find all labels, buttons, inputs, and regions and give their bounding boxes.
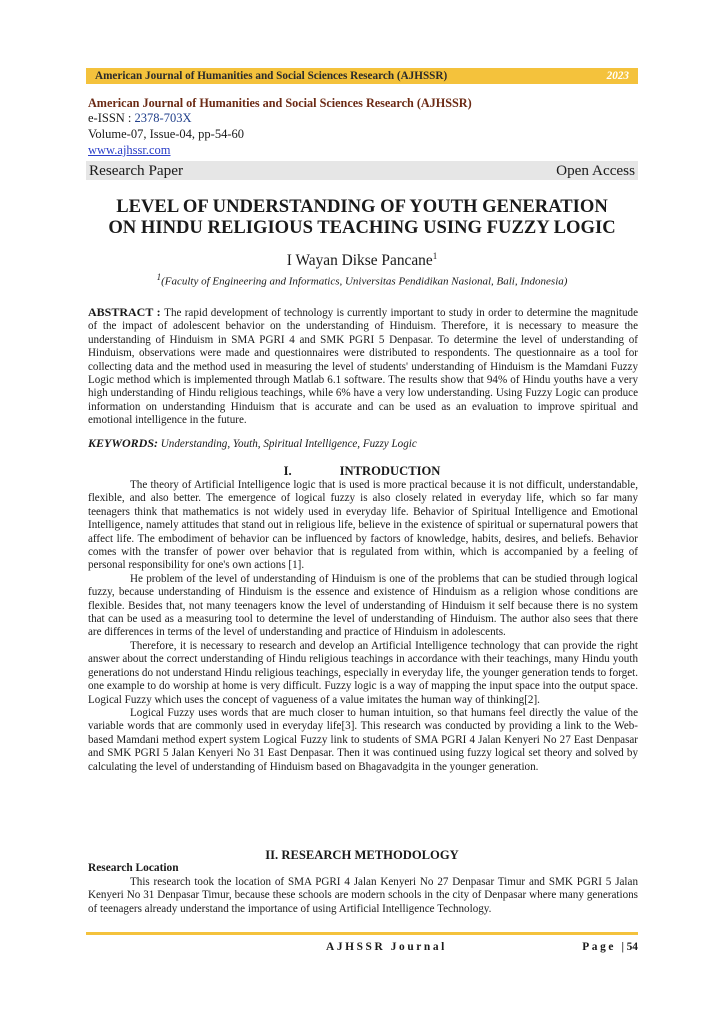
- open-access-label: Open Access: [556, 161, 635, 179]
- intro-paragraph-4: Logical Fuzzy uses words that are much closer to human intuition, so that humans feel directly the value of the variable words that are commonly used in everyday life[3]. This research was conducted by providing a link to the Web-based Mamdani method expert system Logical Fuzzy link to students of SMA PGRI 4 Jalan Kenyeri No 27 East Denpasar and SMK PGRI 5 Jalan Kenyeri No 31 East Denpasar. Then it was continued using fuzzy logical set theory and solved by calculating the level of understanding of Hinduism based on Bhagavadgita in the younger generation.: [88, 706, 638, 773]
- issn-label: e-ISSN :: [88, 111, 135, 125]
- intro-paragraph-2: He problem of the level of understanding of Hinduism is one of the problems that can be studied through logical fuzzy, because understanding of Hinduism is the essence and existence of Hinduism as a religion whose conditions are flexible. Besides that, not many teenagers know the level of understanding of Hinduism it self because there is no system that can be used as a measuring tool to determine the level of understanding of Hinduism. The author also sees that there are differences in terms of the level of understanding and practice of Hinduism in adolescents.: [88, 572, 638, 639]
- abstract-text: The rapid development of technology is currently important to study in order to determine the magnitude of the impact of adolescent behavior on the understanding of Hinduism. Therefore, it is necessary to measure the understanding of Hinduism in SMA PGRI 4 and SMK PGRI 5 Denpasar. To determine the level of understanding of Hinduism, observations were made and questionnaires were distributed to respondents. The questionnaire as a tool for collecting data and the method used in measuring the level of students' understanding of Hinduism is the Mamdani Fuzzy Logic method which is implemented through Matlab 6.1 software. The results show that 94% of Hindu youths have a very high understanding of Hindu religious teachings, while 6% have a very low understanding. Using Fuzzy Logic can produce information on understanding Hinduism that is accurate and can be used as an evaluation to improve spiritual and emotional intelligence in the future.: [88, 307, 639, 427]
- section-heading-introduction: [0, 464, 724, 479]
- affiliation-superscript: 1: [156, 272, 162, 282]
- title-line-2: ON HINDU RELIGIOUS TEACHING USING FUZZY LOGIC: [108, 217, 616, 238]
- section-number: I.: [283, 464, 292, 478]
- journal-bar-year: 2023: [606, 70, 629, 82]
- title-line-1: LEVEL OF UNDERSTANDING OF YOUTH GENERATION: [116, 196, 608, 217]
- journal-website-link[interactable]: www.ajhssr.com: [88, 143, 171, 157]
- volume-line: Volume-07, Issue-04, pp-54-60: [88, 127, 244, 141]
- footer-journal: AJHSSR Journal: [326, 941, 447, 953]
- abstract: [88, 306, 638, 428]
- keywords-text: Understanding, Youth, Spiritual Intelligence, Fuzzy Logic: [158, 438, 417, 450]
- keywords: [88, 436, 638, 451]
- subsection-heading-research-location: Research Location: [88, 862, 179, 874]
- author-superscript: 1: [432, 251, 438, 261]
- section-title: INTRODUCTION: [339, 464, 441, 478]
- author-name: I Wayan Dikse Pancane: [286, 252, 433, 270]
- introduction-body: [88, 479, 638, 774]
- paper-type: Research Paper: [89, 161, 184, 179]
- intro-paragraph-1: The theory of Artificial Intelligence logic that is used is more practical because it is not difficult, understandable, flexible, and also better. The emergence of logical fuzzy is also closely related in everyday life, which so far many teenagers think that mathematics is not widely used in everyday life. Behavior of Spiritual Intelligence and Emotional Intelligence, namely attitudes that stand out in religious life, believe in the existence of spiritual or supernatural powers that affect life. The embodiment of behavior can be influenced by factors of knowledge, habits, desires, and beliefs. Behavior comes with the transfer of power over behavior that is regulated from within, which is accompanied by a feeling of personal responsibility for one's own actions [1].: [88, 479, 638, 572]
- keywords-label: KEYWORDS:: [88, 436, 159, 450]
- section-heading-methodology: II. RESEARCH METHODOLOGY: [265, 848, 459, 862]
- footer-page: [582, 941, 638, 953]
- page-number: 54: [626, 941, 638, 953]
- issn-line: [88, 111, 191, 126]
- page-label: Page |: [582, 941, 627, 953]
- journal-header-bar: [86, 68, 638, 84]
- footer-rule: [86, 932, 638, 935]
- journal-bar-title: American Journal of Humanities and Social Sciences Research (AJHSSR): [95, 70, 448, 82]
- affiliation-text: (Faculty of Engineering and Informatics, Universitas Pendidikan Nasional, Bali, Indonesia): [161, 275, 568, 288]
- paper-type-band: [86, 161, 638, 180]
- intro-paragraph-3: Therefore, it is necessary to research and develop an Artificial Intelligence technology that can provide the right answer about the correct understanding of Hindu religious teachings in accordance with their teachings, many Hindu youth generations do not understand Hindu religious teachings, especially in everyday life, the younger generation tends to forget. one example to do worship at home is very difficult. Fuzzy logic is a way of mapping the input space into the output space. Logical Fuzzy which uses the concept of vagueness of a value imitates the human way of thinking[2].: [88, 639, 638, 706]
- paper-title: [60, 196, 664, 238]
- affiliation-line: [0, 272, 724, 288]
- author-line: [0, 251, 724, 270]
- journal-name: American Journal of Humanities and Social Sciences Research (AJHSSR): [88, 96, 472, 110]
- methodology-paragraph-1: This research took the location of SMA PGRI 4 Jalan Kenyeri No 27 Denpasar Timur and SMK PGRI 5 Jalan Kenyeri No 31 Denpasar Timur, because these schools are modern schools in the city of Denpasar where many generations of teenagers already understand the importance of using Artificial Intelligence Technology.: [88, 876, 638, 915]
- abstract-label: ABSTRACT :: [88, 305, 165, 319]
- issn-value: 2378-703X: [134, 111, 192, 125]
